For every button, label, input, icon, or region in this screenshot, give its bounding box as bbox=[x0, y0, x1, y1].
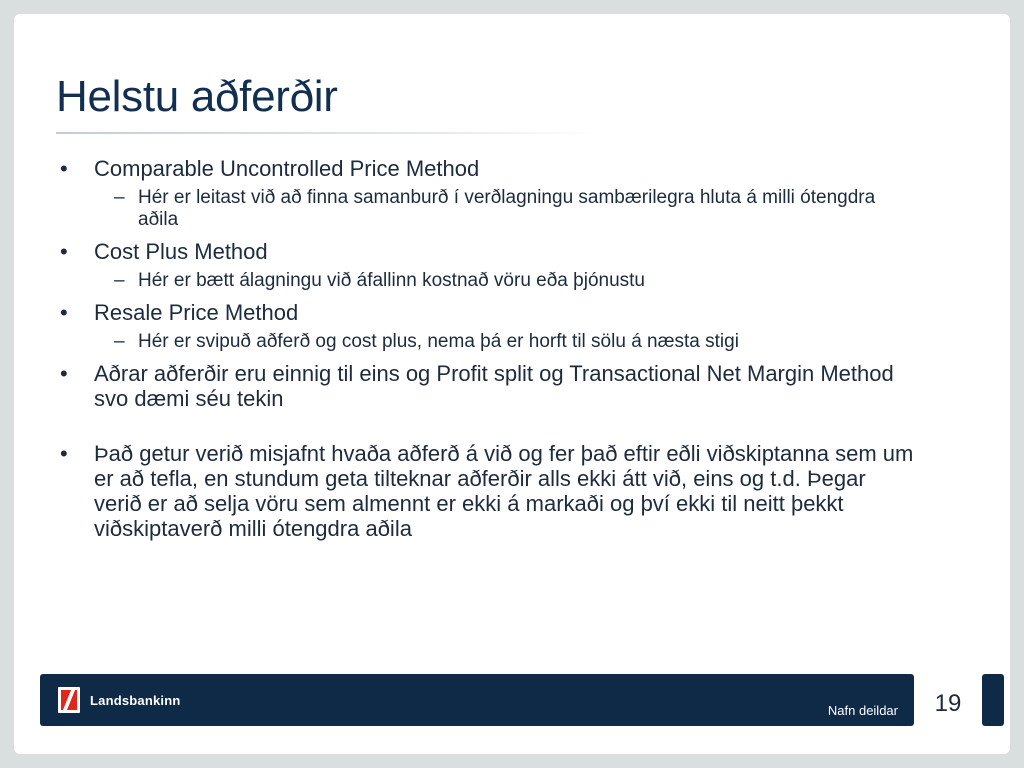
bullet-item bbox=[54, 441, 914, 541]
bullet-item bbox=[54, 361, 914, 411]
dash-marker: – bbox=[114, 187, 125, 208]
title-divider bbox=[56, 132, 596, 134]
sub-bullet-text: Hér er leitast við að finna samanburð í verðlagningu sambærilegra hluta á milli ótengdra aðila bbox=[138, 187, 876, 230]
sub-bullet-item bbox=[54, 331, 914, 353]
bullet-marker: • bbox=[60, 156, 68, 181]
bullet-text: Cost Plus Method bbox=[94, 239, 268, 264]
bullet-list bbox=[54, 156, 914, 541]
dash-marker: – bbox=[114, 331, 125, 352]
dash-marker: – bbox=[114, 270, 125, 291]
sub-bullet-text: Hér er bætt álagningu við áfallinn kostnað vöru eða þjónustu bbox=[138, 270, 645, 291]
bullet-marker: • bbox=[60, 239, 68, 264]
department-name: Nafn deildar bbox=[827, 703, 898, 718]
bullet-item bbox=[54, 239, 914, 264]
sub-bullet-text: Hér er svipuð aðferð og cost plus, nema þá er horft til sölu á næsta stigi bbox=[138, 331, 739, 352]
bullet-marker: • bbox=[60, 361, 68, 386]
side-tab bbox=[982, 674, 1004, 726]
bullet-marker: • bbox=[60, 441, 68, 466]
bullet-item bbox=[54, 156, 914, 181]
sub-bullet-item bbox=[54, 270, 914, 292]
bullet-marker: • bbox=[60, 300, 68, 325]
page-number: 19 bbox=[934, 690, 962, 717]
slide-title: Helstu aðferðir bbox=[56, 72, 338, 121]
logo-text: Landsbankinn bbox=[90, 692, 181, 708]
bullet-text: Aðrar aðferðir eru einnig til eins og Profit split og Transactional Net Margin Method svo dæmi séu tekin bbox=[94, 361, 894, 411]
bullet-text: Resale Price Method bbox=[94, 300, 299, 325]
sub-bullet-item bbox=[54, 187, 914, 231]
bullet-text: Það getur verið misjafnt hvaða aðferð á við og fer það eftir eðli viðskiptanna sem um er að tefla, en stundum geta tilteknar aðferðir alls ekki átt við, eins og t.d. Þegar verið er að selja vöru sem almennt er ekki á markaði og því ekki til neitt þekkt viðskiptaverð milli ótengdra aðila bbox=[94, 441, 914, 541]
bullet-text: Comparable Uncontrolled Price Method bbox=[94, 156, 480, 181]
slide bbox=[14, 14, 1010, 754]
bullet-item bbox=[54, 300, 914, 325]
footer-bar bbox=[40, 674, 914, 726]
landsbankinn-logo bbox=[58, 687, 181, 713]
landsbankinn-logo-icon bbox=[58, 687, 80, 713]
